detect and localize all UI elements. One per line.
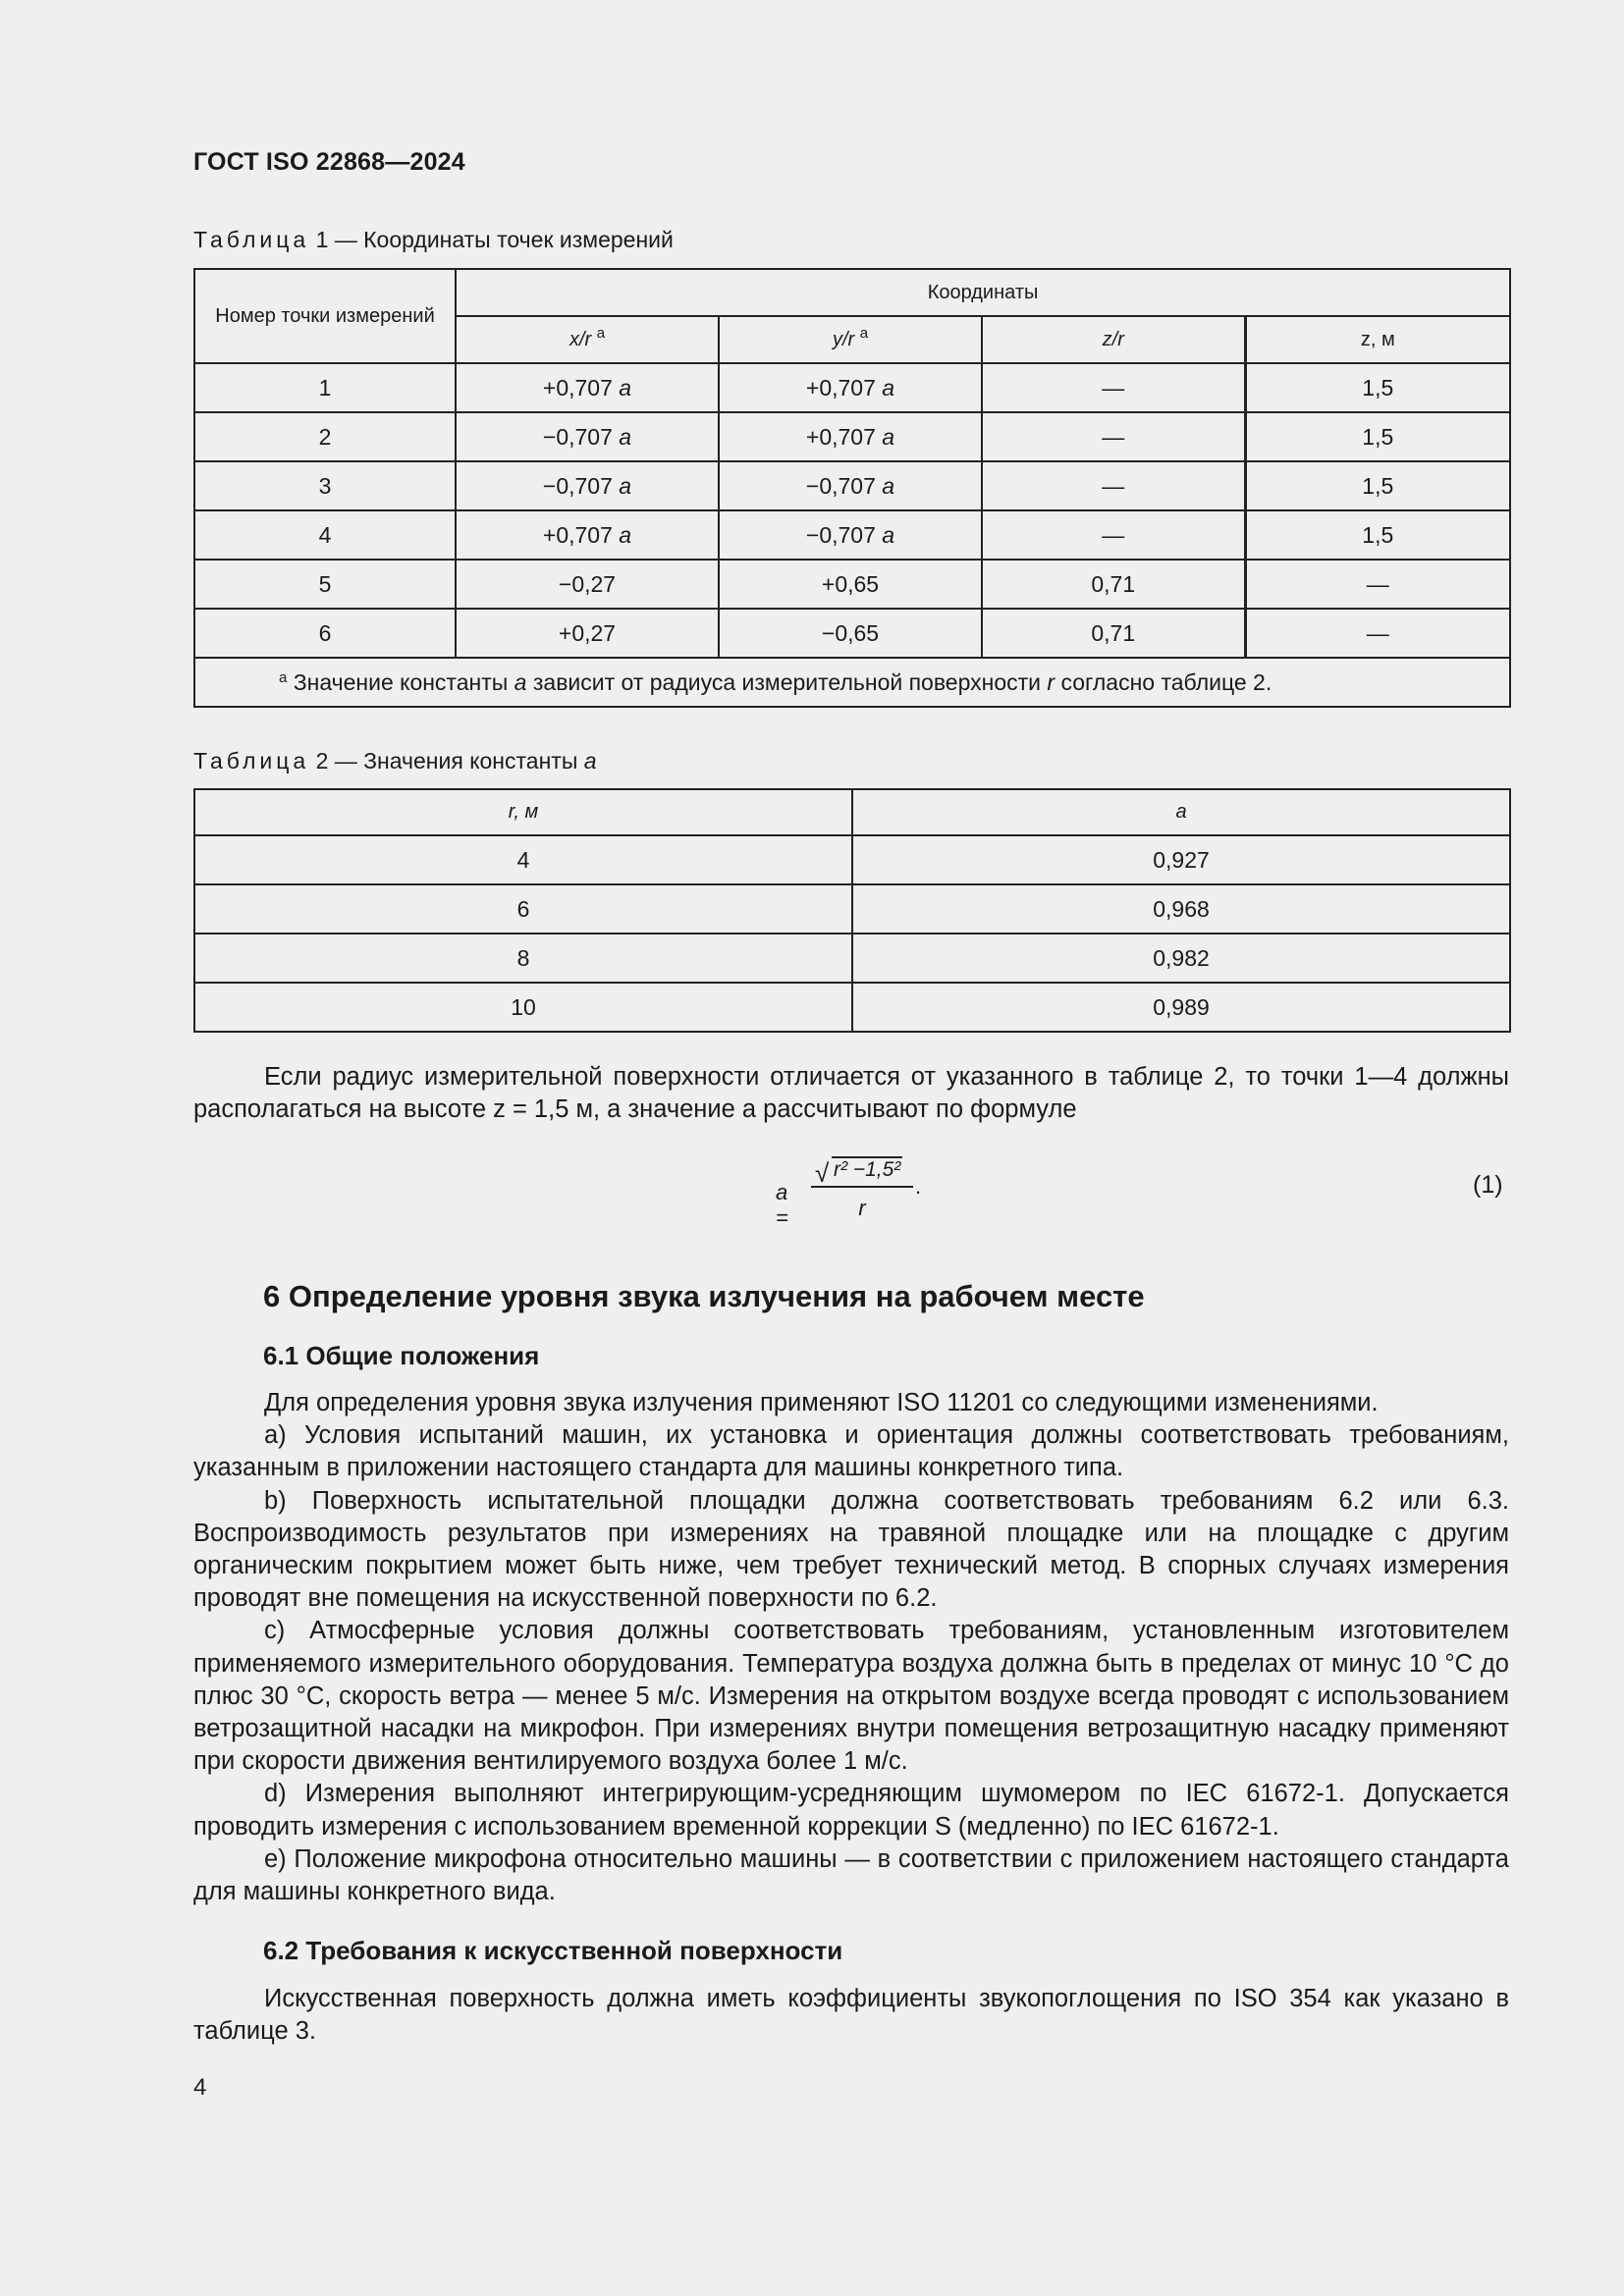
- subheader-y: y/r $^a$: [719, 316, 982, 363]
- subheader-z-ratio: z/r: [982, 316, 1245, 363]
- cell-z-ratio: —: [982, 510, 1245, 560]
- table-row: [194, 983, 1510, 1032]
- cell-y: +0,707 a: [719, 412, 982, 461]
- section-6-1-title: 6.1 Общие положения: [263, 1341, 540, 1370]
- section-6-1-body: [193, 1387, 1509, 1908]
- section-6-2-body: Искусственная поверхность должна иметь коэффициенты звукопоглощения по ISO 354 как указано в таблице 3.: [193, 1985, 1509, 2046]
- cell-x: −0,707 a: [456, 461, 719, 510]
- cell-point: 6: [194, 609, 456, 658]
- cell-z-ratio: —: [982, 461, 1245, 510]
- paragraph: b) Поверхность испытательной площадки должна соответствовать требованиям 6.2 или 6.3. Воспроизводимость результатов при измерениях на травяной площадке или на площадке с другим органическим покрытием может быть ниже, чем требует технический метод. В спорных случаях измерения проводят вне помещения на искусственной поверхности по 6.2.: [193, 1486, 1509, 1613]
- cell-z: 1,5: [1245, 412, 1510, 461]
- cell-point: 4: [194, 510, 456, 560]
- cell-z: 1,5: [1245, 510, 1510, 560]
- paragraph: Для определения уровня звука излучения применяют ISO 11201 со следующими изменениями.: [264, 1389, 1379, 1416]
- cell-z: 1,5: [1245, 363, 1510, 412]
- page-number: 4: [193, 2074, 207, 2101]
- cell-a: 0,989: [852, 983, 1510, 1032]
- table-row: [194, 461, 1510, 510]
- sqrt-icon: √: [815, 1158, 830, 1188]
- coordinates-table: [193, 268, 1511, 708]
- cell-x: −0,27: [456, 560, 719, 609]
- subheader-z: z, м: [1245, 316, 1510, 363]
- cell-z: —: [1245, 560, 1510, 609]
- paragraph: e) Положение микрофона относительно машины — в соответствии с приложением настоящего стандарта для машины конкретного вида.: [193, 1844, 1509, 1906]
- cell-y: −0,707 a: [719, 510, 982, 560]
- intro-paragraph: Если радиус измерительной поверхности отличается от указанного в таблице 2, то точки 1—4 должны располагаться на высоте z = 1,5 м, а значение a рассчитывают по формуле: [193, 1063, 1509, 1124]
- paragraph: a) Условия испытаний машин, их установка и ориентация должны соответствовать требованиям, указанным в приложении настоящего стандарта для машины конкретного типа.: [193, 1421, 1509, 1482]
- table-row: [194, 609, 1510, 658]
- constant-values-table: [193, 788, 1511, 1033]
- cell-point: 2: [194, 412, 456, 461]
- paragraph: d) Измерения выполняют интегрирующим-усредняющим шумомером по IEC 61672-1. Допускается проводить измерения с использованием временной коррекции S (медленно) по IEC 61672-1.: [193, 1780, 1509, 1841]
- table-row: [194, 510, 1510, 560]
- cell-point: 3: [194, 461, 456, 510]
- paragraph: c) Атмосферные условия должны соответствовать требованиям, установленным изготовителем применяемого измерительного оборудования. Температура воздуха должна быть в пределах от минус 10 °С до плюс 30 °С, скорость ветра — менее 5 м/с. Измерения на открытом воздухе всегда проводят с использованием ветрозащитной насадки на микрофон. При измерениях внутри помещения ветрозащитную насадку применяют при скорости движения вентилируемого воздуха более 1 м/с.: [193, 1617, 1509, 1776]
- table-row: [194, 412, 1510, 461]
- table1-caption: Таблица 1 — Координаты точек измерений: [193, 227, 674, 252]
- subheader-x: x/r $^a$: [456, 316, 719, 363]
- formula-number: (1): [1473, 1171, 1503, 1199]
- document-header: ГОСТ ISO 22868—2024: [193, 148, 465, 176]
- table-row: [194, 363, 1510, 412]
- col-header-r: r, м: [194, 789, 852, 835]
- col-header-point: Номер точки измерений: [194, 269, 456, 363]
- cell-r: 4: [194, 835, 852, 884]
- cell-y: −0,707 a: [719, 461, 982, 510]
- cell-x: −0,707 a: [456, 412, 719, 461]
- document-page: ГОСТ ISO 22868—2024 Таблица 1 — Координаты точек измерений Номер точки измерений Координаты x/r $^a$ y/r $^a$ z/r z, м 1 +0,707 a +0,707 a — 1,5 2 −0,707 a +0,707 a — 1,5 3 −0,707 a −0,707 a — 1,5 4 +0,707 a −0,707 a — 1,5 5 −0,27 +0,65 0,71 — 6 +0,27 −0,65 0,71 — $^a$ Значение константы a зависит от радиуса измерительной поверхности r согласно таблице 2. Таблица 2 — Значения константы a r, м a 4 0,927 6 0,968 8 0,982 10 0,989 Если радиус измерительной поверхности отличается от указанного в таблице 2, то точки 1—4 должны располагаться на высоте z = 1,5 м, а значение a рассчитывают по формуле a = √ r² −1,5² r . (1) 6 Определение уровня звука излучения на рабочем месте 6.1 Общие положения Для определения уровня звука излучения применяют ISO 11201 со следующими изменениями. a) Условия испытаний машин, их установка и ориентация должны соответствовать требованиям, указанным в приложении настоящего стандарта для машины конкретного типа. b) Поверхность испытательной площадки должна соответствовать требованиям 6.2 или 6.3. Воспроизводимость результатов при измерениях на травяной площадке или на площадке с другим органическим покрытием может быть ниже, чем требует технический метод. В спорных случаях измерения проводят вне помещения на искусственной поверхности по 6.2. c) Атмосферные условия должны соответствовать требованиям, установленным изготовителем применяемого измерительного оборудования. Температура воздуха должна быть в пределах от минус 10 °С до плюс 30 °С, скорость ветра — менее 5 м/с. Измерения на открытом воздухе всегда проводят с использованием ветрозащитной насадки на микрофон. При измерениях внутри помещения ветрозащитную насадку применяют при скорости движения вентилируемого воздуха более 1 м/с. d) Измерения выполняют интегрирующим-усредняющим шумомером по IEC 61672-1. Допускается проводить измерения с использованием временной коррекции S (медленно) по IEC 61672-1. e) Положение микрофона относительно машины — в соответствии с приложением настоящего стандарта для машины конкретного вида. 6.2 Требования к искусственной поверхности Искусственная поверхность должна иметь коэффициенты звукопоглощения по ISO 354 как указано в таблице 3. 4: [0, 0, 1624, 2296]
- cell-y: −0,65: [719, 609, 982, 658]
- cell-x: +0,27: [456, 609, 719, 658]
- section-6-2-title: 6.2 Требования к искусственной поверхности: [263, 1936, 843, 1965]
- col-header-a: a: [852, 789, 1510, 835]
- cell-a: 0,968: [852, 884, 1510, 934]
- table-row: [194, 835, 1510, 884]
- table-row: [194, 934, 1510, 983]
- table-row: [194, 884, 1510, 934]
- table2-caption: Таблица 2 — Значения константы a: [193, 748, 597, 774]
- col-header-coordinates: Координаты: [456, 269, 1510, 316]
- section-6-title: 6 Определение уровня звука излучения на рабочем месте: [263, 1279, 1145, 1313]
- cell-x: +0,707 a: [456, 510, 719, 560]
- cell-z: —: [1245, 609, 1510, 658]
- cell-y: +0,707 a: [719, 363, 982, 412]
- cell-z-ratio: —: [982, 363, 1245, 412]
- table1-footnote: $^a$ Значение константы a зависит от радиуса измерительной поверхности r согласно таблице 2.: [194, 658, 1510, 707]
- cell-z-ratio: 0,71: [982, 609, 1245, 658]
- cell-point: 1: [194, 363, 456, 412]
- cell-a: 0,927: [852, 835, 1510, 884]
- cell-point: 5: [194, 560, 456, 609]
- cell-x: +0,707 a: [456, 363, 719, 412]
- cell-r: 6: [194, 884, 852, 934]
- cell-z: 1,5: [1245, 461, 1510, 510]
- cell-z-ratio: 0,71: [982, 560, 1245, 609]
- cell-r: 10: [194, 983, 852, 1032]
- cell-a: 0,982: [852, 934, 1510, 983]
- table-row: [194, 560, 1510, 609]
- cell-r: 8: [194, 934, 852, 983]
- cell-y: +0,65: [719, 560, 982, 609]
- cell-z-ratio: —: [982, 412, 1245, 461]
